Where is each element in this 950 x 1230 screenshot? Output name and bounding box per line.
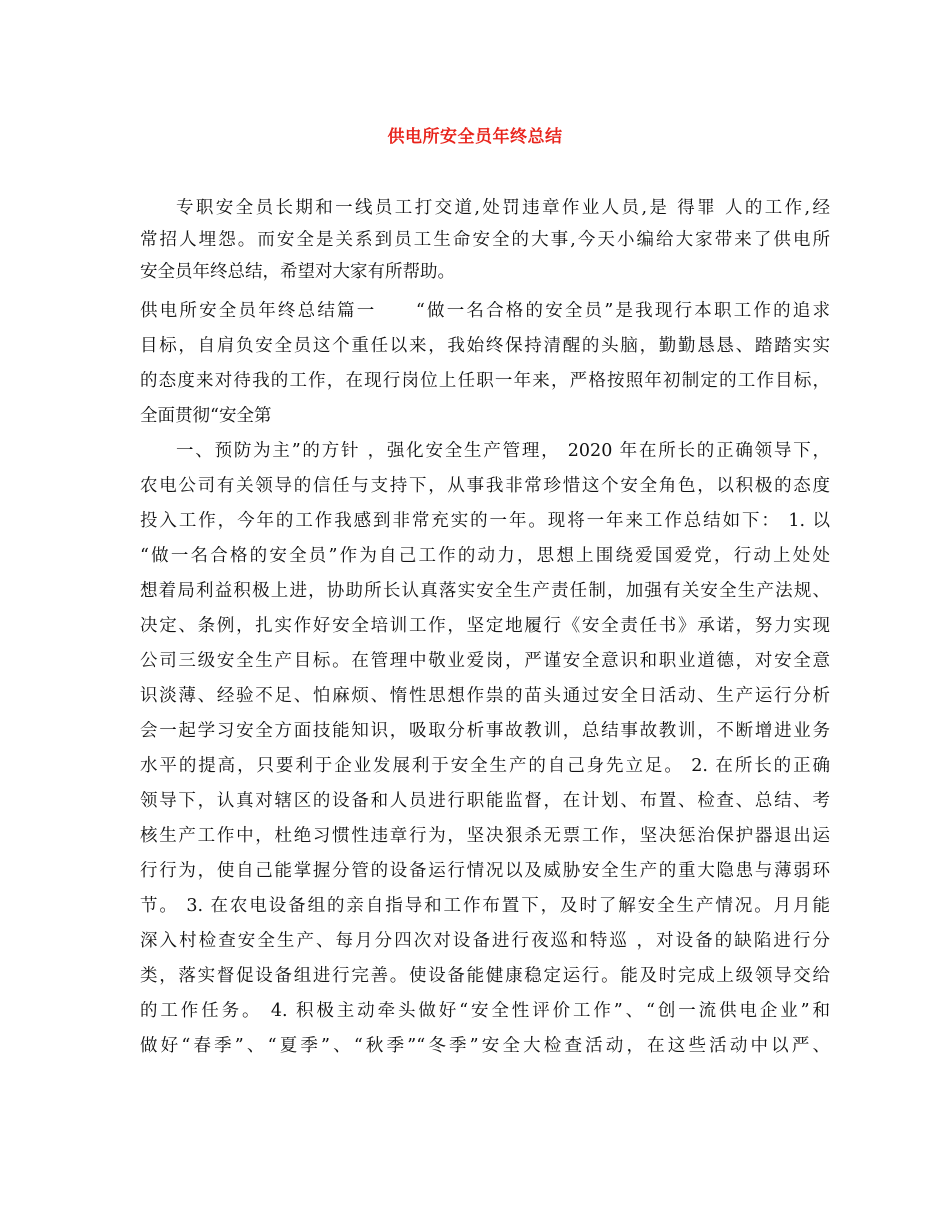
paragraph-line: 节。 3. 在农电设备组的亲自指导和工作布置下，及时了解安全生产情况。月月能 xyxy=(140,896,830,916)
paragraph-line: 做好“春季”、“夏季”、“秋季”“冬季”安全大检查活动，在这些活动中以严、 xyxy=(140,1036,830,1056)
paragraph-line: “做一名合格的安全员”作为自己工作的动力，思想上围绕爱国爱党，行动上处处 xyxy=(140,546,830,566)
paragraph-line: 类，落实督促设备组进行完善。使设备能健康稳定运行。能及时完成上级领导交给 xyxy=(140,966,830,986)
paragraph-line: 全面贯彻“安全第 xyxy=(140,406,272,426)
paragraph-line: 的工作任务。 4. 积极主动牵头做好“安全性评价工作”、“创一流供电企业”和 xyxy=(140,1001,830,1021)
paragraph-line: 水平的提高，只要利于企业发展利于安全生产的自己身先立足。 2. 在所长的正确 xyxy=(140,756,830,776)
paragraph-line: 领导下，认真对辖区的设备和人员进行职能监督，在计划、布置、检查、总结、考 xyxy=(140,791,830,811)
paragraph-line: 深入村检查安全生产、每月分四次对设备进行夜巡和特巡 ，对设备的缺陷进行分 xyxy=(140,931,830,951)
paragraph-line: 目标，自肩负安全员这个重任以来，我始终保持清醒的头脑，勤勤恳恳、踏踏实实 xyxy=(140,336,830,356)
paragraph-line: 公司三级安全生产目标。在管理中敬业爱岗，严谨安全意识和职业道德，对安全意 xyxy=(140,651,830,671)
paragraph-line: 想着局利益积极上进，协助所长认真落实安全生产责任制，加强有关安全生产法规、 xyxy=(140,581,830,601)
paragraph-line: 的态度来对待我的工作，在现行岗位上任职一年来，严格按照年初制定的工作目标， xyxy=(140,371,830,391)
paragraph-line: 会一起学习安全方面技能知识，吸取分析事故教训，总结事故教训，不断增进业务 xyxy=(140,721,830,741)
paragraph-line: 决定、条例，扎实作好安全培训工作，坚定地履行《安全责任书》承诺，努力实现 xyxy=(140,616,830,636)
paragraph-line: 行行为，使自己能掌握分管的设备运行情况以及威胁安全生产的重大隐患与薄弱环 xyxy=(140,861,830,881)
paragraph-line: 识淡薄、经验不足、怕麻烦、惰性思想作祟的苗头通过安全日活动、生产运行分析 xyxy=(140,686,830,706)
paragraph-line: 供电所安全员年终总结篇一 “做一名合格的安全员”是我现行本职工作的追求 xyxy=(140,301,830,321)
paragraph-line: 一、预防为主”的方针 ，强化安全生产管理， 2020 年在所长的正确领导下， xyxy=(176,441,830,461)
paragraph-line: 农电公司有关领导的信任与支持下，从事我非常珍惜这个安全角色，以积极的态度 xyxy=(140,476,830,496)
paragraph-line: 投入工作，今年的工作我感到非常充实的一年。现将一年来工作总结如下： 1. 以 xyxy=(140,511,830,531)
paragraph-line: 安全员年终总结，希望对大家有所帮助。 xyxy=(140,262,455,282)
paragraph-line: 常招人埋怨。而安全是关系到员工生命安全的大事,今天小编给大家带来了供电所 xyxy=(140,230,830,250)
document-title: 供电所安全员年终总结 xyxy=(387,127,563,147)
paragraph-line: 核生产工作中，杜绝习惯性违章行为，坚决狠杀无票工作，坚决惩治保护器退出运 xyxy=(140,826,830,846)
paragraph-line: 专职安全员长期和一线员工打交道,处罚违章作业人员,是 得罪 人的工作,经 xyxy=(176,198,830,218)
